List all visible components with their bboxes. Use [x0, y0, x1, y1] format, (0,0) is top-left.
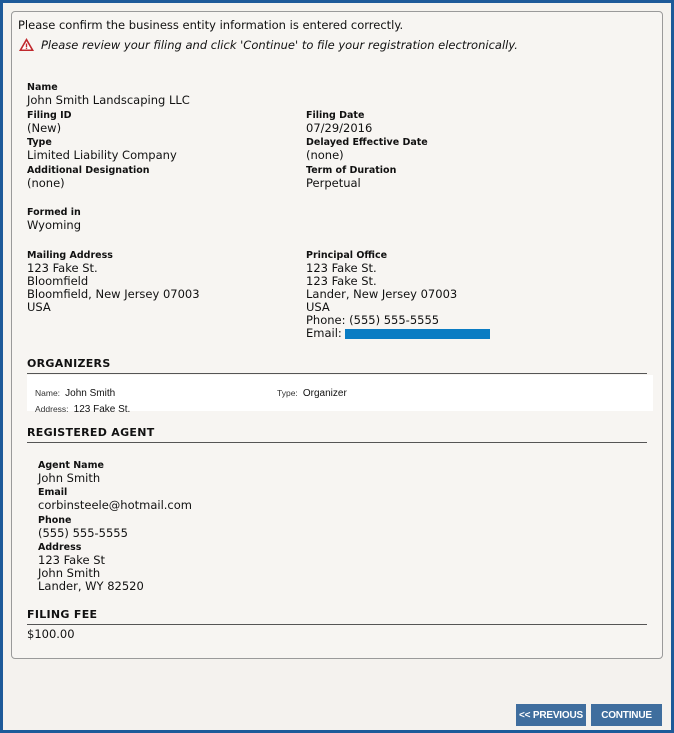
agent-email-block	[38, 487, 192, 512]
principal-phone: Phone: (555) 555-5555	[306, 313, 440, 327]
agent-email-label: Email	[38, 487, 68, 498]
delayed-date-block	[306, 137, 428, 162]
principal-email-row	[306, 327, 490, 340]
organizer-type-value: Organizer	[302, 388, 347, 399]
agent-address-label: Address	[38, 542, 82, 553]
mailing-line: Bloomfield	[27, 274, 89, 288]
filing-id-label: Filing ID	[27, 110, 72, 121]
agent-address-line: John Smith	[38, 566, 101, 580]
filing-id-block	[27, 110, 72, 135]
agent-phone-label: Phone	[38, 515, 72, 526]
principal-line: 123 Fake St.	[306, 274, 377, 288]
agent-address-line: Lander, WY 82520	[38, 579, 144, 593]
additional-designation-label: Additional Designation	[27, 165, 150, 176]
principal-office-block	[306, 250, 490, 340]
agent-name-value: John Smith	[38, 471, 101, 485]
delayed-date-label: Delayed Effective Date	[306, 137, 428, 148]
filing-date-label: Filing Date	[306, 110, 365, 121]
formed-in-label: Formed in	[27, 207, 81, 218]
organizer-name-key: Name:	[35, 388, 61, 398]
filing-date-value: 07/29/2016	[306, 121, 373, 135]
registered-agent-heading: REGISTERED AGENT	[27, 426, 647, 443]
organizer-address	[35, 397, 130, 416]
mailing-line: Bloomfield, New Jersey 07003	[27, 287, 200, 301]
type-value: Limited Liability Company	[27, 148, 177, 162]
agent-address-block	[38, 542, 144, 593]
warning-text: Please review your filing and click 'Continue' to file your registration electronically.	[41, 37, 518, 52]
organizer-address-value: 123 Fake St.	[73, 404, 131, 415]
agent-phone-block	[38, 515, 128, 540]
organizer-type	[277, 381, 347, 400]
continue-button[interactable]: CONTINUE	[591, 704, 662, 726]
agent-phone-value: (555) 555-5555	[38, 526, 128, 540]
agent-name-label: Agent Name	[38, 460, 104, 471]
entity-name-value: John Smith Landscaping LLC	[27, 93, 190, 107]
organizer-type-key: Type:	[277, 388, 298, 398]
agent-name-block	[38, 460, 104, 485]
delayed-date-value: (none)	[306, 148, 344, 162]
confirm-message: Please confirm the business entity information is entered correctly.	[18, 18, 404, 32]
formed-in-block	[27, 207, 81, 232]
type-block	[27, 137, 177, 162]
agent-address-line: 123 Fake St	[38, 553, 106, 567]
principal-line: 123 Fake St.	[306, 261, 377, 275]
mailing-address-block	[27, 250, 200, 314]
duration-block	[306, 165, 396, 190]
warning-message	[18, 37, 518, 52]
additional-designation-value: (none)	[27, 176, 65, 190]
principal-line: USA	[306, 300, 330, 314]
organizer-row	[27, 375, 653, 415]
organizer-name-value: John Smith	[65, 388, 116, 399]
organizers-heading: ORGANIZERS	[27, 357, 647, 374]
warning-icon	[18, 37, 35, 52]
duration-label: Term of Duration	[306, 165, 397, 176]
filing-fee-heading: FILING FEE	[27, 608, 647, 625]
organizer-address-key: Address:	[35, 404, 69, 414]
duration-value: Perpetual	[306, 176, 361, 190]
principal-line: Lander, New Jersey 07003	[306, 287, 458, 301]
filing-fee-amount: $100.00	[27, 627, 75, 641]
formed-in-value: Wyoming	[27, 218, 81, 232]
entity-name-block	[27, 82, 190, 107]
mailing-line: 123 Fake St.	[27, 261, 98, 275]
entity-name-label: Name	[27, 82, 58, 93]
type-label: Type	[27, 137, 52, 148]
filing-id-value: (New)	[27, 121, 62, 135]
principal-email-label: Email:	[306, 326, 342, 340]
mailing-line: USA	[27, 300, 51, 314]
filing-date-block	[306, 110, 372, 135]
review-card	[11, 11, 663, 659]
window-frame	[3, 3, 671, 730]
mailing-address-label: Mailing Address	[27, 250, 113, 261]
redacted-email	[345, 329, 490, 339]
agent-email-value: corbinsteele@hotmail.com	[38, 498, 192, 512]
previous-button[interactable]: << PREVIOUS	[516, 704, 586, 726]
principal-office-label: Principal Office	[306, 250, 388, 261]
additional-designation-block	[27, 165, 150, 190]
